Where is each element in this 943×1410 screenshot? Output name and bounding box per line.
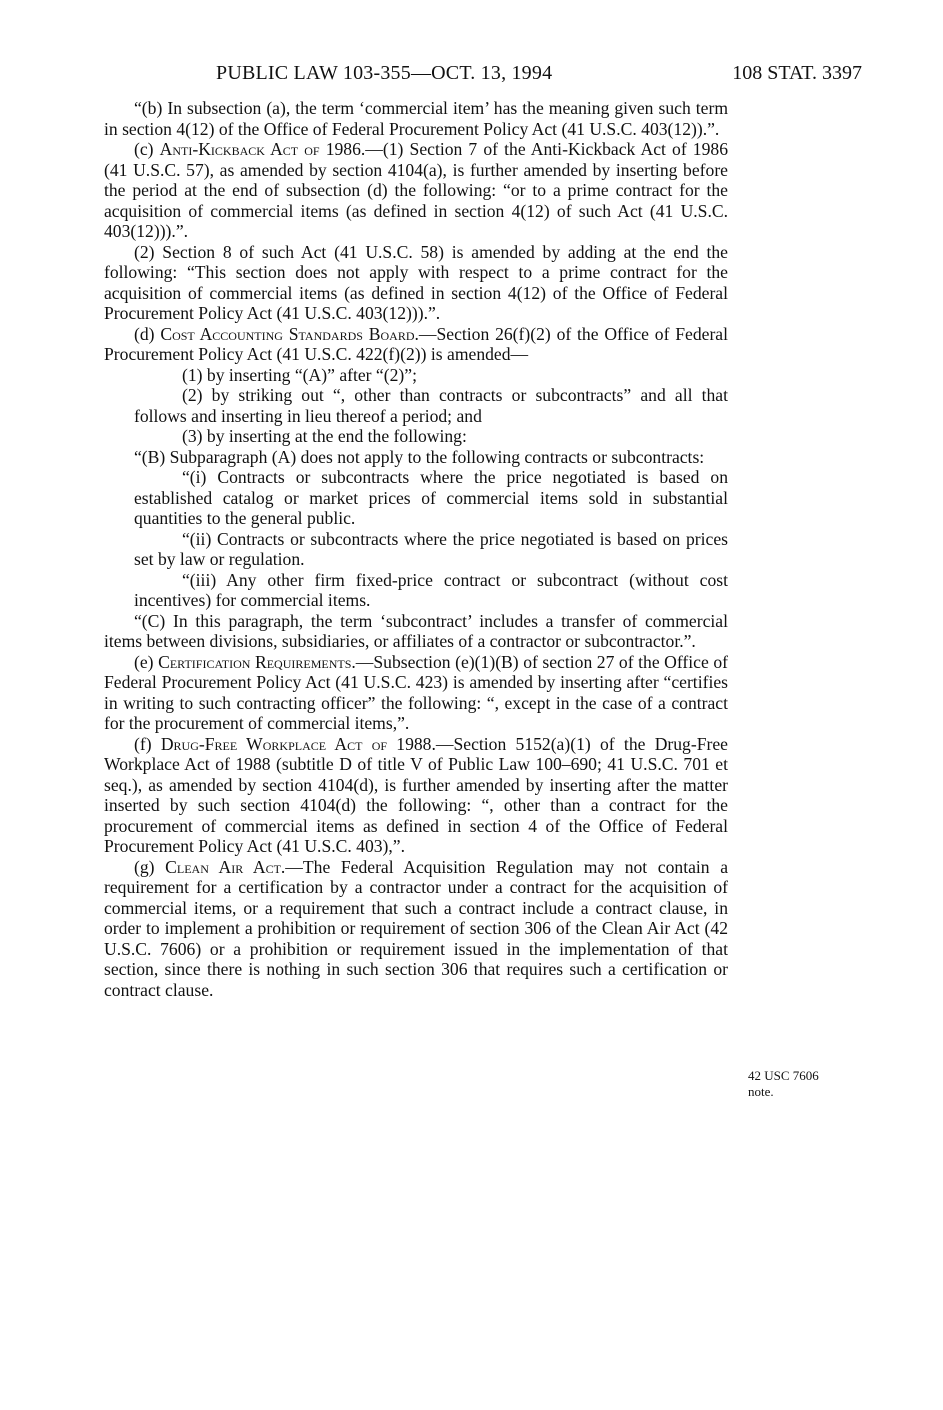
document-body <box>104 98 728 1000</box>
statute-page-number: 108 STAT. 3397 <box>732 62 862 84</box>
paragraph-d-text: .—Section 26(f)(2) of the Office of Federal Procurement Policy Act (41 U.S.C. 422(f)(2)) is amended— <box>104 323 729 364</box>
paragraph-subpara-b: “(B) Subparagraph (A) does not apply to the following contracts or subcontracts: <box>134 446 705 467</box>
paragraph-c-anti-kickback <box>104 139 728 242</box>
paragraph-g-text: .—The Federal Acquisition Regulation may not contain a requirement for a certification by a contractor under a contract for the acquisition of commercial items, or a requirement that such a contract include a contract clause, in order to implement a prohibition or requirement of section 306 of the Clean Air Act (42 U.S.C. 7606) or a prohibition or requirement issued in the implementation of that section, since there is nothing in such section 306 that requires such a certification or contract clause. <box>104 856 729 1000</box>
paragraph-d1: (1) by inserting “(A)” after “(2)”; <box>182 364 417 385</box>
paragraph-b-definition: “(b) In subsection (a), the term ‘commercial item’ has the meaning given such term in section 4(12) of the Office of Federal Procurement Policy Act (41 U.S.C. 403(12)).”. <box>104 98 728 139</box>
margin-note-line-2: note. <box>748 1084 774 1099</box>
paragraph-c2-section-8: (2) Section 8 of such Act (41 U.S.C. 58) is amended by adding at the end the following: “This section does not apply with respect to a prime contract for the acquisition of commercial items (as defined in section 4(12) of the Office of Federal Procurement Policy Act (41 U.S.C. 403(12))).”. <box>104 241 728 323</box>
running-title: PUBLIC LAW 103-355—OCT. 13, 1994 <box>216 62 553 84</box>
paragraph-clause-iii: “(iii) Any other firm fixed-price contract or subcontract (without cost incentives) for commercial items. <box>134 569 728 610</box>
paragraph-f-drug-free <box>104 734 728 857</box>
paragraph-f-heading: Drug-Free Workplace Act of 1988 <box>160 733 432 754</box>
paragraph-e-certification <box>104 652 728 734</box>
paragraph-d-lead: (d) <box>134 323 161 344</box>
paragraph-c-lead: (c) <box>134 139 160 159</box>
paragraph-clause-i: “(i) Contracts or subcontracts where the price negotiated is based on established catalog or market prices of commercial items sold in substantial quantities to the general public. <box>134 467 728 528</box>
margin-citation-note <box>748 1068 858 1100</box>
paragraph-d3: (3) by inserting at the end the following: <box>182 426 467 446</box>
paragraph-g-lead: (g) <box>134 856 166 877</box>
paragraph-d2: (2) by striking out “, other than contracts or subcontracts” and all that follows and inserting in lieu thereof a period; and <box>134 385 728 426</box>
margin-note-line-1: 42 USC 7606 <box>748 1068 819 1083</box>
paragraph-g-heading: Clean Air Act <box>165 856 281 877</box>
paragraph-e-text: .—Subsection (e)(1)(B) of section 27 of the Office of Federal Procurement Policy Act (41 U.S.C. 423) is amended by inserting after “certifies in writing to such contracting officer” the following: “, except in the case of a contract for the procurement of commercial items,”. <box>104 651 729 733</box>
paragraph-d-cost-accounting <box>104 324 728 365</box>
paragraph-clause-ii: “(ii) Contracts or subcontracts where the price negotiated is based on prices set by law or regulation. <box>134 528 728 569</box>
page-header <box>104 60 862 86</box>
paragraph-c-heading: Anti-Kickback Act of 1986 <box>159 139 361 159</box>
paragraph-e-heading: Certification Requirements <box>158 651 352 672</box>
paragraph-f-text: .—Section 5152(a)(1) of the Drug-Free Workplace Act of 1988 (subtitle D of title V of Public Law 100–690; 41 U.S.C. 701 et seq.), as amended by section 4104(d), is further amended by inserting after the matter inserted by such section 4104(d) the following: “, other than a contract for the procurement of commercial items as defined in section 4 of the Office of Federal Procurement Policy Act (41 U.S.C. 403),”. <box>104 733 728 856</box>
paragraph-e-lead: (e) <box>134 651 159 672</box>
paragraph-d-heading: Cost Accounting Standards Board <box>160 323 415 344</box>
paragraph-c-text: .—(1) Section 7 of the Anti-Kickback Act of 1986 (41 U.S.C. 57), as amended by section 4104(a), is further amended by inserting before the period at the end of subsection (d) the following: “or to a prime contract for the acquisition of commercial items (as defined in section 4(12) of such Act (41 U.S.C. 403(12))).”. <box>104 139 728 241</box>
paragraph-f-lead: (f) <box>134 733 161 754</box>
paragraph-g-clean-air <box>104 857 728 1001</box>
paragraph-subpara-c: “(C) In this paragraph, the term ‘subcontract’ includes a transfer of commercial items between divisions, subsidiaries, or affiliates of a contractor or subcontractor.”. <box>104 610 728 651</box>
